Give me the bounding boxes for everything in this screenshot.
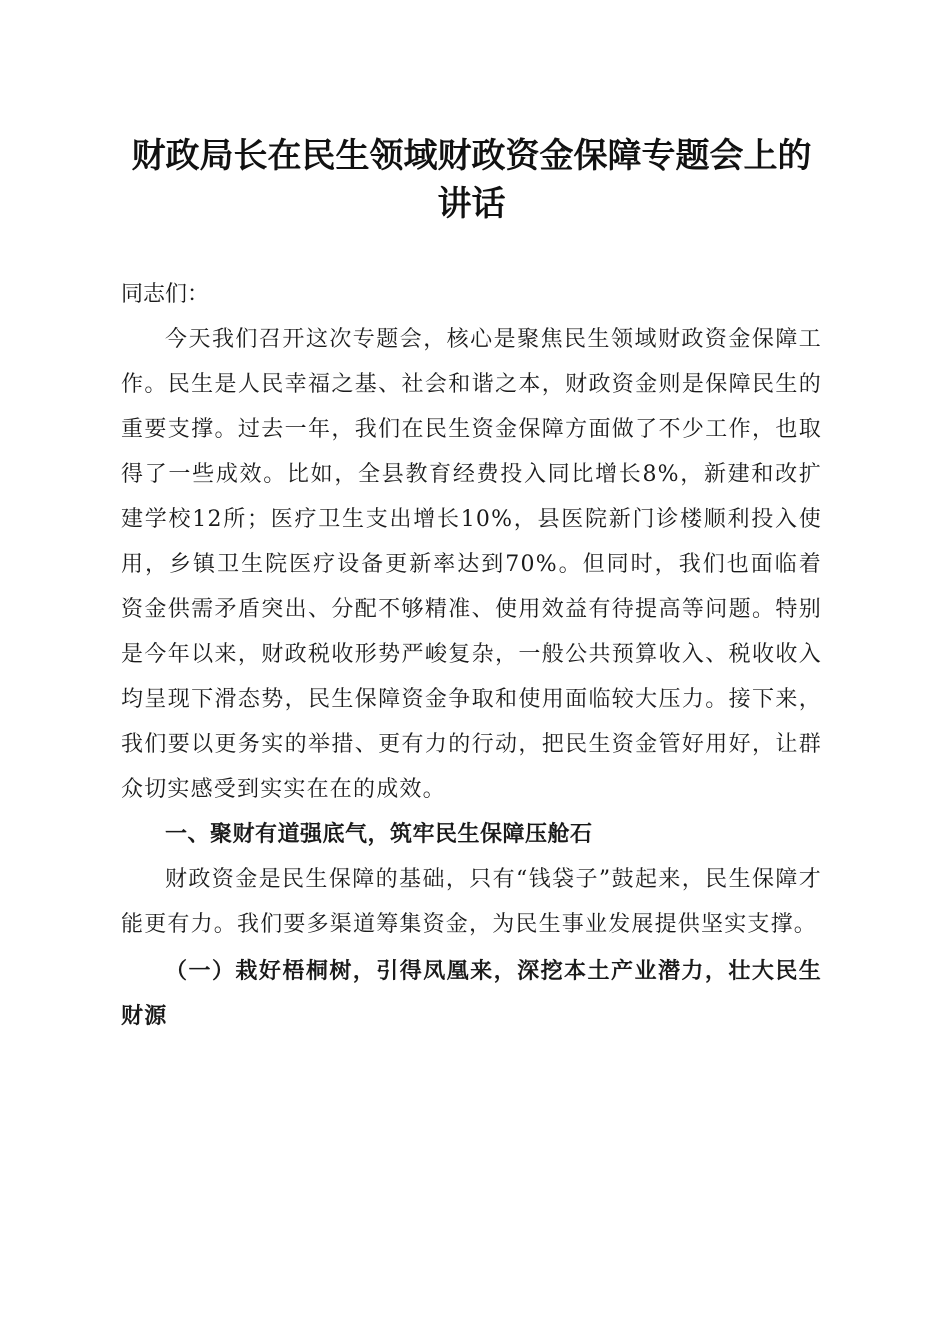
intro-paragraph: 今天我们召开这次专题会，核心是聚焦民生领域财政资金保障工作。民生是人民幸福之基、社会和谐之本，财政资金则是保障民生的重要支撑。过去一年，我们在民生资金保障方面做了不少工作，也取得了一些成效。比如，全县教育经费投入同比增长8%，新建和改扩建学校12所；医疗卫生支出增长10%，县医院新门诊楼顺利投入使用，乡镇卫生院医疗设备更新率达到70%。但同时，我们也面临着资金供需矛盾突出、分配不够精准、使用效益有待提高等问题。特别是今年以来，财政税收形势严峻复杂，一般公共预算收入、税收收入均呈现下滑态势，民生保障资金争取和使用面临较大压力。接下来，我们要以更务实的举措、更有力的行动，把民生资金管好用好，让群众切实感受到实实在在的成效。	[121, 327, 822, 802]
document-title-line-1: 财政局长在民生领域财政资金保障专题会上的	[131, 136, 812, 176]
section-1-heading: 一、聚财有道强底气，筑牢民生保障压舱石	[165, 822, 593, 847]
document-title-line-2: 讲话	[437, 184, 506, 224]
subsection-1-heading: （一）栽好梧桐树，引得凤凰来，深挖本土产业潜力，壮大民生财源	[121, 958, 822, 1029]
document-title	[121, 132, 822, 228]
section-1-paragraph: 财政资金是民生保障的基础，只有“钱袋子”鼓起来，民生保障才能更有力。我们要多渠道筹集资金，为民生事业发展提供坚实支撑。	[121, 867, 822, 937]
salutation: 同志们：	[121, 282, 210, 307]
